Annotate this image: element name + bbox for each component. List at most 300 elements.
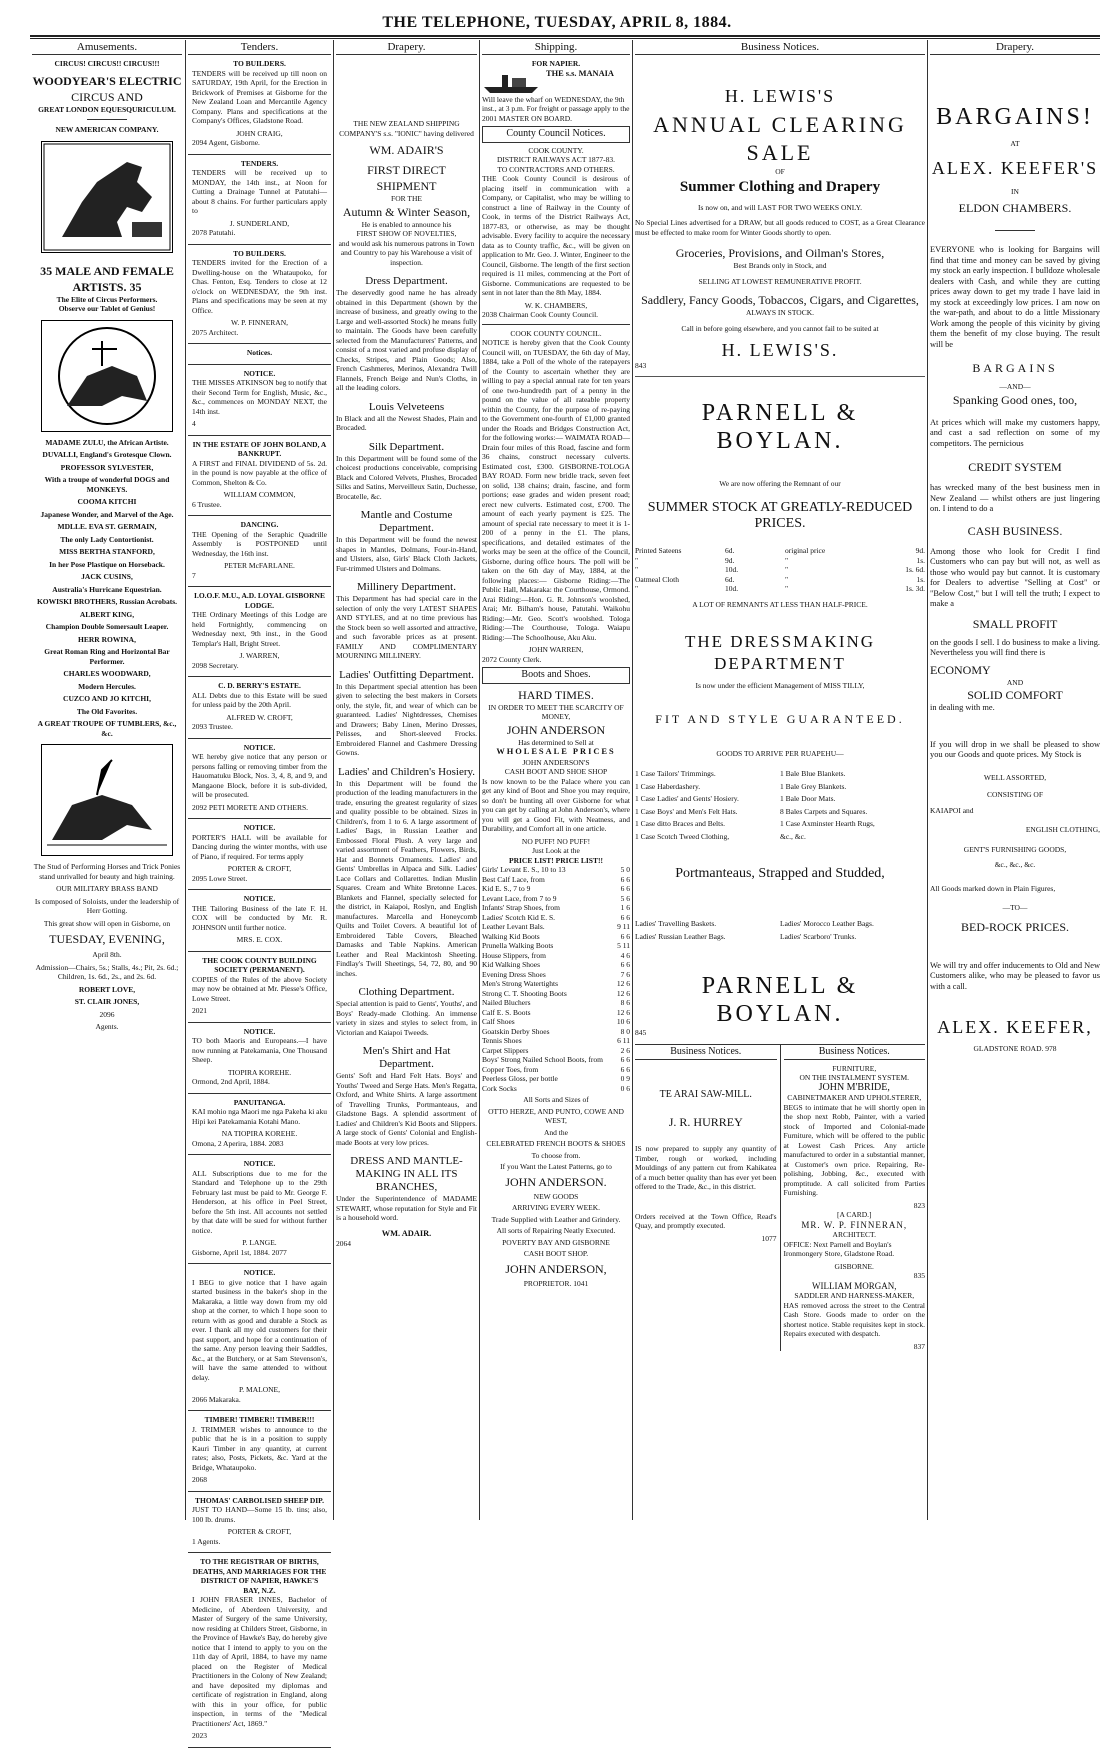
act-line: Champion Double Somersault Leaper. (45, 622, 169, 631)
circus-tail-line: Admission—Chairs, 5s.; Stalls, 4s.; Pit, 2s. 6d.; Children, 1s. 6d., 2s., and 2s. 6d. (35, 962, 179, 981)
tender-signature: P. LANGE. (242, 1238, 277, 1247)
circus-tail-line: TUESDAY, EVENING, (49, 932, 165, 946)
drapery-section-title: Mantle and Costume Department. (360, 509, 453, 534)
goods-item: 1 Bale Grey Blankets. (780, 781, 847, 791)
price-item: Calf Shoes (482, 1017, 515, 1026)
patrons-line: and would ask his numerous patrons in Town and Country to pay his Warehouse a visit of inspection. (338, 238, 475, 267)
tender-body: PORTER'S HALL will be available for Dancing during the winter months, with use of Piano, if required. For terms apply (192, 832, 327, 861)
circus-tail (32, 862, 182, 1032)
bargains-title: BARGAINS! (936, 104, 1094, 130)
drapery-section-title: Men's Shirt and Hat Department. (362, 1045, 451, 1070)
boots-tail-line: If you Want the Latest Patterns, go to (500, 1162, 612, 1171)
price-item: Calf E. S. Boots (482, 1007, 531, 1017)
bag-item: Ladies' Scarboro' Trunks. (780, 931, 857, 941)
masthead (0, 0, 1114, 38)
tender-ad (192, 956, 327, 1016)
column-drapery-keefer (930, 40, 1100, 1520)
lewis-l12: H. LEWIS'S. (721, 340, 839, 360)
price-row (482, 998, 630, 1008)
tender-separator (188, 1410, 331, 1411)
boots-name: JOHN ANDERSON (506, 722, 606, 737)
tender-title: NOTICE. (243, 1159, 276, 1168)
sateen-item: Printed Sateens (635, 546, 682, 555)
tender-foot: 2075 Architect. (192, 327, 239, 337)
keefer-to: —TO— (1002, 903, 1028, 912)
price-value: 1 6 (620, 903, 630, 912)
price-value: 8 0 (620, 1026, 630, 1036)
boots-tail-line: NEW GOODS (533, 1191, 579, 1201)
boots-tail-line: ARRIVING EVERY WEEK. (511, 1203, 601, 1212)
ship-body: Will leave the wharf on WEDNESDAY, the 9th inst., at 3 p.m. For freight or passage apply to the (482, 94, 630, 113)
county2-body: NOTICE is hereby given that the Cook County Council will, on TUESDAY, the 6th day of May, 1884, take a Poll of the whole of the ratepayers of the County to ascertain whether they are willing to pay a special annual rate for ten years of one two-hundredth part of a penny in the pound on the value of all rateable property within the County, for the purpose of re-paying to the Government one-fourth of £1,000 granted under the Roads and Bridges Construction Act, for the following works:— WAIMATA ROAD— Drain four miles of this Road, fascine and form 36 chains, construct necessary culverts. Estimated cost, £300. GISBORNE-TOLOGA BAY ROAD. Form new bridle track, seven feet on solid, 138 chains; drain, fascine, and form portions; ease grades and widen present road; erect new culverts. Estimated cost, £700. The amount of each yearly payment is £25. The amount of special rate necessary to meet it is 1-200 of a penny in the £1. The plans, specifications, and detailed estimates of the works may be seen at the office of the Council, Gisborne, during office hours. The poll will be taken on the 6th day of May, 1884, at the following places:— Gisborne Riding:—The Public Hall, Makaraka: the Courthouse, Ormond. Arai Riding:—Hon. G. R. Johnson's woolshed, Arai; Mr. Bilham's house, Patutahi. Waikohu Riding:—Mr. Geo. Scott's woolshed. Tologa Riding:—The Courthouse, Tologa. Waiapu Riding:—The Schoolhouse, Aku Aku. (482, 338, 630, 642)
price-item: Kid Walking Shoes (482, 960, 541, 969)
price-item: Nailed Bluchers (482, 998, 531, 1007)
keefer-economy: ECONOMY (930, 662, 991, 677)
tender-foot: 2078 Patutahi. (192, 228, 236, 237)
price-item: Peerless Gloss, per bottle (482, 1074, 558, 1083)
price-row (482, 941, 630, 951)
price-value: 12 6 (616, 979, 630, 988)
tender-ad (192, 520, 327, 580)
price-row (482, 875, 630, 885)
tender-foot: 4 (192, 419, 196, 428)
boots-line2: Has determined to Sell at (518, 737, 594, 747)
tender-ad (192, 823, 327, 883)
tender-foot: 7 (192, 570, 196, 580)
observe-line: Observe our Tablet of Genius! (58, 304, 156, 313)
act-line: Japanese Wonder, and Marvel of the Age. (40, 509, 174, 519)
price-value: 9 11 (617, 922, 630, 931)
county-heading: County Council Notices. (482, 126, 630, 143)
tender-foot: 2023 (192, 1731, 207, 1740)
parnell-l5: Is now under the efficient Management of MISS TILLY, (695, 681, 865, 690)
tender-separator (188, 364, 331, 365)
sateen-row (635, 575, 925, 585)
price-value: 5 0 (620, 865, 630, 874)
price-row (482, 1055, 630, 1065)
lewis-l8: SELLING AT LOWEST REMUNERATIVE PROFIT. (698, 276, 862, 286)
sateen-orig-price: 1s. (916, 555, 925, 565)
price-value: 0 9 (620, 1074, 630, 1083)
parnell-name: PARNELL & BOYLAN. (701, 399, 859, 454)
lewis-l4: Is now on, and will LAST FOR TWO WEEKS ONLY. (698, 202, 862, 212)
tender-title: THE COOK COUNTY BUILDING SOCIETY (PERMANENT). (202, 955, 317, 974)
price-item: Kid E. S., 7 to 9 (482, 884, 531, 893)
tender-body: KAI mohio nga Maori me nga Pakeha ki aku Hipi kei Patekamania Kotahi Mano. (192, 1107, 327, 1126)
tender-foot: Gisborne, April 1st, 1884. 2077 (192, 1247, 287, 1257)
circus-tail-line: 2096 (99, 1009, 115, 1019)
tender-title: NOTICE. (243, 823, 276, 832)
price-value: 4 6 (620, 950, 630, 960)
tender-ads (188, 59, 331, 1748)
tender-ad (192, 681, 327, 732)
tender-title: THOMAS' CARBOLISED SHEEP DIP. (195, 1495, 324, 1505)
tender-body: ALL Subscriptions due to me for the Standard and Telephone up to the 29th February last must be paid to Mr. George F. Henderson, at his office in Peel Street, before the 5th inst. All accounts not settled by that date will be sued for without further notice. (192, 1168, 327, 1235)
sateen-orig-price: 1s. (916, 574, 925, 584)
price-row (482, 913, 630, 923)
keefer-spank: Spanking Good ones, too, (952, 392, 1078, 407)
tender-body: TENDERS invited for the Erection of a Dwelling-house on the Whataupoko, for Chas. Fenton, Esq. Tenders to close at 12 o'clock on WEDNESDAY, the 9th inst. Plans and specifications may be seen at my Office. (192, 258, 327, 315)
tender-separator (188, 738, 331, 739)
lewis-l6: Groceries, Provisions, and Oilman's Stores, (675, 246, 885, 260)
tender-foot: 2094 Agent, Gisborne. (192, 138, 260, 147)
drapery-section-body: In Black and all the Newest Shades, Plain and Brocaded. (336, 413, 477, 432)
tender-body: TENDERS will be received up till noon on SATURDAY, 19th April, for the Erection in Brickwork of Premises at Gisborne for the New Zealand Loan and Mercantile Agency Company. Plans and specifications at the Company's Offices, Gladstone Road. (192, 68, 327, 125)
price-row (482, 979, 630, 989)
price-value: 0 6 (620, 1083, 630, 1093)
tender-ad (192, 1268, 327, 1404)
price-row (482, 1046, 630, 1056)
price-value: 6 6 (620, 884, 630, 893)
column-shipping (482, 40, 630, 1520)
circus-tail-line: OUR MILITARY BRASS BAND (56, 884, 158, 893)
boots-list: PRICE LIST! PRICE LIST!! (509, 855, 603, 865)
act-line: CUZCO AND JO KITCHI, (63, 694, 151, 703)
tender-signature: TIOPIRA KOREHE. (227, 1067, 292, 1077)
tender-ad (192, 348, 327, 358)
sateen-price: 10d. (725, 584, 739, 593)
price-value: 5 11 (617, 941, 630, 950)
tender-ad (192, 249, 327, 338)
tender-ad (192, 743, 327, 813)
circus-tail-line: Is composed of Soloists, under the leadership of Herr Gotting. (34, 896, 180, 915)
eldon-line: ELDON CHAMBERS. (958, 201, 1072, 215)
price-row (482, 1036, 630, 1046)
circus-tail-line: This great show will open in Gisborne, on (43, 918, 171, 928)
sateen-price: 6d. (725, 574, 735, 584)
drapery-section-title: Dress Department. (365, 275, 448, 287)
price-row (482, 1084, 630, 1094)
tender-title: NOTICE. (243, 368, 276, 378)
boots-line4: JOHN ANDERSON'S (522, 757, 590, 767)
price-item: Evening Dress Shoes (482, 969, 546, 979)
parnell-l2: SUMMER STOCK AT GREATLY-REDUCED PRICES. (647, 500, 913, 531)
goods-list-left (635, 766, 780, 844)
boots-tail-line: All Sorts and Sizes of (523, 1095, 589, 1104)
boots-line3: WHOLESALE PRICES (496, 747, 616, 756)
column-heading: Drapery. (336, 40, 477, 55)
boots-tail-line: And the (544, 1127, 568, 1137)
boots-intro: IN ORDER TO MEET THE SCARCITY OF MONEY, (488, 702, 624, 721)
tender-signature: MRS. E. COX. (236, 935, 283, 944)
tender-body: TO both Maoris and Europeans.—I have now running at Patekamania, One Thousand Sheep. (192, 1036, 327, 1064)
tender-separator (188, 515, 331, 516)
tender-body: I BEG to give notice that I have again started business in the baker's shop in the Makaraka, a little way down from my old shop at the corner, to which I hope soon to return with as good and durable a Stock as ever. I thank all my old customers for their past support, and hope for a continuation of the same. Any person leaving their Saddles, &c., at the Butchery, or at Sam Stevenson's, will have the same attended to without delay. (192, 1277, 327, 1382)
newspaper-title: THE TELEPHONE, TUESDAY, APRIL 8, 1884. (382, 14, 732, 31)
season-line: Autumn & Winter Season, (342, 204, 471, 219)
lewis-l11: Call in before going elsewhere, and you cannot fail to be suited at (681, 323, 879, 333)
column-heading: Amusements. (32, 40, 182, 55)
boots-tail-line: All sorts of Repairing Neatly Executed. (496, 1226, 616, 1235)
furniture-ad: Business Notices. FURNITURE, ON THE INSTALMENT SYSTEM. JOHN M'BRIDE, CABINETMAKER AND UPHOLSTERER, BEGS to intimate that he will shortly open in the shop next Robb, Painter, with a varied stock of Imported and Colonial-made Furniture, which will be offered to the public at Lowest Cash Prices. Any article manufactured to order in a substantial manner, at Customer's own price. Repairing, Re-polishing, Jobbing, &c., executed with promptitude. A call solicited from Parties Furnishing. 823 [A CARD.] MR. W. P. FINNERAN, ARCHITECT. OFFICE: Next Parnell and Boylan's Ironmongery Store, Gladstone Road. GISBORNE. 835 WILLIAM MORGAN, SADDLER AND HARNESS-MAKER, HAS removed across the street to the Central Cash Store. Goods made to order on the shortest notice. Stable requisites kept in stock. Repairs executed with despatch. 837 (783, 1045, 925, 1351)
lewis-summer: Summer Clothing and Drapery (679, 178, 881, 195)
announce-line: He is enabled to announce his (361, 219, 452, 229)
drapery-section-body: Under the Superintendence of MADAME STEWART, whose reputation for Style and Fit is a household word. (336, 1194, 477, 1222)
goods-item: 1 Case Ladies' and Gents' Hosiery. (635, 794, 739, 803)
tender-title: TENDERS. (240, 158, 279, 168)
price-row (482, 894, 630, 904)
boots-tail-line: CASH BOOT SHOP. (523, 1249, 589, 1258)
boots-body: Is now known to be the Palace where you can get any kind of Boot and Shoe you may require, so don't be hunting all over Gisborne for what you can get by calling at John Anderson's, where you will get a Good Fit, with Neatness, and Durability, and Comfort all in one article. (482, 776, 630, 833)
act-line: The only Lady Contortionist. (60, 534, 154, 544)
keefer-etc: &c., &c., &c. (994, 860, 1036, 869)
column-business (635, 40, 925, 1520)
act-line: MISS BERTHA STANFORD, (59, 547, 155, 556)
price-row (482, 989, 630, 999)
act-line: PROFESSOR SYLVESTER, (60, 462, 154, 472)
column-heading: Tenders. (188, 40, 331, 55)
parnell-l3: A LOT OF REMNANTS AT LESS THAN HALF-PRICE. (692, 599, 868, 609)
goods-item: 1 Case Axminster Hearth Rugs, (780, 819, 875, 828)
keefer-body2: At prices which will make my customers happy, and cast a sad reflection on some of my competitors. The pernicious (930, 417, 1100, 448)
act-line: The Old Favorites. (76, 706, 138, 716)
tender-body: TENDERS will be received up to MONDAY, the 14th inst., at Noon for Cutting a Drainage Tunnel at Patutahi—about 8 chains. For further particulars apply to (192, 168, 327, 215)
act-line: CHARLES WOODWARD, (63, 669, 151, 678)
price-item: Girls' Levant E. S., 10 to 13 (482, 865, 566, 874)
parnell-name2: PARNELL & BOYLAN. (701, 973, 859, 1027)
tender-body: COPIES of the Rules of the above Society may now be obtained at Mr. Piesse's Office, Lowe Street. (192, 974, 327, 1003)
keefer-profit: SMALL PROFIT (972, 616, 1058, 631)
ionic-line: THE NEW ZEALAND SHIPPING COMPANY'S s.s. "IONIC" having delivered (339, 119, 474, 138)
tender-foot: Ormond, 2nd April, 1884. (192, 1077, 270, 1086)
in-line: IN (1011, 186, 1019, 196)
tender-foot: 6 Trustee. (192, 499, 222, 509)
tender-ad (192, 1557, 327, 1741)
lewis-l10: ALWAYS IN STOCK. (746, 308, 814, 317)
tender-separator (188, 818, 331, 819)
drapery-section-title: Millinery Department. (357, 581, 456, 593)
drapery-sections (336, 275, 477, 1223)
keefer-name: ALEX. KEEFER'S (931, 157, 1099, 178)
lewis-foot: 843 (635, 361, 647, 370)
boots-tail-line: POVERTY BAY AND GISBORNE (502, 1237, 610, 1247)
tender-title: TO BUILDERS. (233, 248, 286, 258)
tender-title: TIMBER! TIMBER!! TIMBER!!! (204, 1415, 315, 1424)
act-line: A GREAT TROUPE OF TUMBLERS, &c., &c. (37, 719, 177, 738)
tender-separator (188, 889, 331, 890)
price-value: 6 6 (620, 1055, 630, 1064)
act-line: MADAME ZULU, the African Artiste. (45, 437, 169, 447)
tender-title: I.O.O.F. M.U., A.D. LOYAL GISBORNE LODGE. (194, 591, 325, 610)
act-line: HERR ROWINA, (78, 634, 136, 644)
column-divider (333, 40, 334, 1520)
county2-sig: JOHN WARREN, (528, 645, 584, 654)
sateen-orig: " (785, 584, 789, 593)
tender-separator (188, 586, 331, 587)
price-item: Copper Toes, from (482, 1064, 539, 1074)
tender-separator (188, 1093, 331, 1094)
sateen-orig: original price (785, 546, 826, 555)
shipment-line: FIRST DIRECT SHIPMENT (367, 163, 446, 193)
price-item: Leather Levant Bals. (482, 922, 545, 931)
tender-ad (192, 59, 327, 148)
tender-signature: W. P. FINNERAN, (230, 318, 289, 327)
column-divider (479, 40, 480, 1520)
tender-signature: J. WARREN, (239, 651, 280, 660)
price-item: Walking Kid Boots (482, 931, 540, 941)
keefer-credit: CREDIT SYSTEM (968, 460, 1062, 474)
price-row (482, 884, 630, 894)
adair-ad-number: 2064 (336, 1239, 351, 1248)
tender-title: Notices. (246, 348, 273, 357)
goods-item: 1 Case Tailors' Trimmings. (635, 769, 716, 778)
tender-title: DANCING. (240, 520, 279, 529)
price-item: Best Calf Lace, from (482, 874, 545, 884)
tender-title: IN THE ESTATE OF JOHN BOLAND, A BANKRUPT. (192, 439, 327, 458)
price-value: 6 6 (620, 960, 630, 969)
drapery-section-body: In this Department special attention has been given to selecting the best makers in Corsets only, the style, fit, and wear of which can be guaranteed. Ladies' Nightdresses, Chemises and Drawers; Baby Linen, Merino Dresses, Pelisses, and Short-sleeved Frocks. Embroidered Flannel and Cashmere Dressing Gowns. (336, 681, 477, 757)
masthead-rule-thin (30, 38, 1100, 39)
drapery-section-title: Louis Velveteens (368, 400, 445, 413)
bag-item: Ladies' Travelling Baskets. (635, 919, 717, 928)
goods-item: 1 Bale Blue Blankets. (780, 769, 846, 778)
keefer-and: —AND— (999, 382, 1031, 391)
sateen-row (635, 584, 925, 594)
sateen-item: " (635, 565, 639, 574)
drapery-section-title: Silk Department. (368, 440, 445, 453)
sateen-price: 10d. (725, 565, 739, 574)
tender-signature: J. SUNDERLAND, (229, 218, 290, 228)
tender-separator (188, 951, 331, 952)
boots-line5: CASH BOOT AND SHOE SHOP (504, 767, 608, 776)
price-value: 6 6 (620, 1064, 630, 1074)
keefer-eng: ENGLISH CLOTHING, (1025, 825, 1100, 834)
price-row (482, 960, 630, 970)
county1-sub2: TO CONTRACTORS AND OTHERS. (497, 164, 615, 174)
tender-signature: JOHN CRAIG, (236, 128, 283, 138)
keefer-body4: Among those who look for Credit I find Customers who can pay but will not, as well as those who would pay but cannot. It is customary for Dealers to advertise "Selling at Cost" or "Below Cost," but I will tell the truth; I expect to make a (930, 546, 1100, 608)
tender-body: THE Tailoring Business of the late F. H. COX will be conducted by Mr. R. JOHNSON until further notice. (192, 903, 327, 932)
boots-tail-line: PROPRIETOR. 1041 (523, 1278, 589, 1288)
goods-item: &c., &c. (780, 831, 806, 841)
keefer-signature: ALEX. KEEFER, (937, 1017, 1093, 1037)
price-row (482, 903, 630, 913)
at-line: AT (1010, 139, 1020, 148)
parnell-l4: THE DRESSMAKING DEPARTMENT (684, 632, 876, 673)
boots-tail-line: JOHN ANDERSON. (505, 1174, 607, 1189)
tender-ad (192, 159, 327, 238)
county1-sig: W. K. CHAMBERS, (524, 300, 588, 310)
bag-item: Ladies' Russian Leather Bags. (635, 931, 726, 941)
county1-foot: 2038 Chairman Cook County Council. (482, 310, 599, 319)
parnell-l7: GOODS TO ARRIVE PER RUAPEHU— (716, 748, 844, 758)
keefer-body7: If you will drop in we shall be pleased to show you our Goods and quote prices. My Stock is (930, 739, 1100, 759)
tender-foot: 1 Agents. (192, 1536, 221, 1546)
tender-signature: PETER McFARLANE. (224, 561, 295, 570)
column-heading: Shipping. (482, 40, 630, 55)
drapery-section-body: In this Department will be found the production of the leading manufacturers in the trade, ensuring the greatest regularity of sizes and quality possible to be obtained. Sizes in Children's, from 1 to 6. A large assortment of Ladies' Bags, in Russian Leather and Embossed Floral Plush. A very large and varied assortment of Feathers, Flowers, Birds, Hat and Bonnets Ornaments. Ladies' and Gents' Umbrellas in Alpaca and Silk. Ladies' Lace Collars and Collarettes. Indian Muslin Squares. Cream and White Bretonne Laces. Blankets and Flannel, specially selected for the district, in Kaiapoi, Roslyn, and English manufactures. Marcella and Honeycomb Quilts and Toilet Covers. A beautiful lot of Embroidered Table Covers, Bleached Damasks and Table Napkins. American Leather and Real Mackintosh Sheeting. Findlay's Twill Sheetings, 54, 72, 80, and 90 inches. (336, 778, 477, 978)
tender-body: A FIRST and FINAL DIVIDEND of 5s. 2d. in the pound is now payable at the office of Common, Shelton & Co. (192, 458, 327, 487)
sateen-orig-price: 1s. 6d. (905, 565, 925, 574)
price-item: House Slippers, from (482, 950, 546, 960)
parnell-l8: Portmanteaus, Strapped and Studded, (675, 866, 885, 881)
parnell-foot: 845 (635, 1028, 647, 1037)
price-item: Tennis Shoes (482, 1036, 522, 1045)
price-item: Prunella Walking Boots (482, 941, 554, 950)
sateen-orig: " (785, 574, 789, 584)
price-value: 6 11 (617, 1036, 630, 1045)
column-divider (632, 40, 633, 1520)
sateens-price-table (635, 546, 925, 594)
tender-title: NOTICE. (243, 1268, 276, 1277)
boots-tail-line: JOHN ANDERSON, (505, 1261, 607, 1276)
sateen-item: " (635, 584, 639, 593)
tender-foot: 2066 Makaraka. (192, 1394, 241, 1404)
lewis-name: H. LEWIS'S (724, 86, 836, 106)
keefer-body1: EVERYONE who is looking for Bargains will find that time and money can be saved by giving my stock an early inspection. I bulldoze wholesale dealers with Cash, and while they are cutting prices away down to get my trade I have laid in my stock at exceedingly low prices. I am now on the war-path, and about to do a little Missionary Work among the people of this vicinity by giving them the benefit of my close buying. The result will be (930, 245, 1100, 349)
county1-title: COOK COUNTY. (528, 145, 584, 155)
keefer-solid: SOLID COMFORT (967, 688, 1063, 702)
tender-signature: WILLIAM COMMON, (223, 490, 296, 499)
goods-list-right (780, 766, 925, 844)
keefer-body6: in dealing with me. (930, 703, 995, 712)
lewis-sale: ANNUAL CLEARING SALE (653, 112, 907, 165)
county1-sub: DISTRICT RAILWAYS ACT 1877-83. (496, 155, 616, 164)
boots-look: Just Look at the (532, 846, 580, 855)
tender-ad (192, 1098, 327, 1149)
price-row (482, 951, 630, 961)
boots-tail (482, 1095, 630, 1288)
act-line: MDLLE. EVA ST. GERMAIN, (57, 522, 157, 531)
boots-tail-line: CELEBRATED FRENCH BOOTS & SHOES (486, 1139, 626, 1148)
drapery-section-title: Ladies' and Children's Hosiery. (337, 765, 476, 778)
tender-signature: ALFRED W. CROFT, (226, 712, 293, 722)
column-heading: Business Notices. (635, 40, 925, 55)
horse-ring-illustration-icon (41, 744, 173, 856)
ship-title: FOR NAPIER. (531, 59, 581, 68)
boots-title: HARD TIMES. (518, 687, 594, 702)
drapery-section-body: This Department has had special care in the selection of only the very LATEST SHAPES AND STYLES, and at no time previous has the Stock been so well assorted and attractive, and such favorable prices as at present. FAMILY AND COMPLIMENTARY MOURNING MILLINERY. (336, 594, 477, 660)
tender-separator (188, 343, 331, 344)
act-line: ALBERT KING, (79, 609, 135, 619)
sateen-row (635, 556, 925, 566)
tender-signature: PORTER & CROFT, (227, 1527, 292, 1536)
goods-item: 1 Case Boys' and Men's Felt Hats. (635, 806, 738, 816)
column-divider (185, 40, 186, 1520)
masthead-rule (30, 35, 1100, 37)
price-list (482, 865, 630, 1093)
price-row (482, 922, 630, 932)
tender-ad (192, 1415, 327, 1485)
act-line: Australia's Hurricane Equestrian. (52, 584, 162, 594)
price-value: 8 6 (620, 998, 630, 1007)
ship-foot: 2001 MASTER ON BOARD. (482, 113, 573, 123)
tender-signature: PORTER & CROFT, (227, 864, 292, 873)
circus-tail-line: ST. CLAIR JONES, (74, 997, 140, 1006)
drapery-section-body: In this Department will be found the newest shapes in Mantles, Dolmans, Four-in-Hand, and Ulsters, also, Girls' Black Cloth Jackets, Fur-trimmed Ulsters and Dolmans. (336, 535, 477, 573)
tender-title: NOTICE. (243, 742, 276, 752)
keefer-and2: AND (1006, 677, 1024, 687)
tender-foot: 2098 Secretary. (192, 660, 239, 670)
keefer-gent: GENT'S FURNISHING GOODS, (963, 844, 1067, 854)
keefer-cash: CASH BUSINESS. (967, 523, 1063, 538)
price-row (482, 865, 630, 875)
boots-heading: Boots and Shoes. (482, 667, 630, 684)
price-row (482, 932, 630, 942)
elite-line: The Elite of Circus Performers. (56, 294, 158, 304)
price-value: 2 6 (620, 1045, 630, 1055)
ship-name: THE s.s. MANAIA (546, 68, 614, 78)
goods-item: 1 Case Haberdashery. (635, 781, 701, 791)
price-item: Levant Lace, from 7 to 9 (482, 893, 557, 903)
parnell-l6: FIT AND STYLE GUARANTEED. (655, 711, 905, 726)
lewis-of: OF (775, 167, 785, 176)
circus-tail-line: The Stud of Performing Horses and Trick Ponies stand unrivalled for beauty and high training. (33, 862, 181, 881)
tender-body: THE Ordinary Meetings of this Lodge are held Fortnightly, commencing on Wednesday next, 9th inst., in the Good Templar's Hall, Bright Street. (192, 610, 327, 648)
act-line: COOMA KITCHI (77, 497, 137, 506)
act-line: In her Pose Plastique on Horseback. (49, 559, 165, 569)
act-line: JACK CUSINS, (81, 572, 133, 581)
